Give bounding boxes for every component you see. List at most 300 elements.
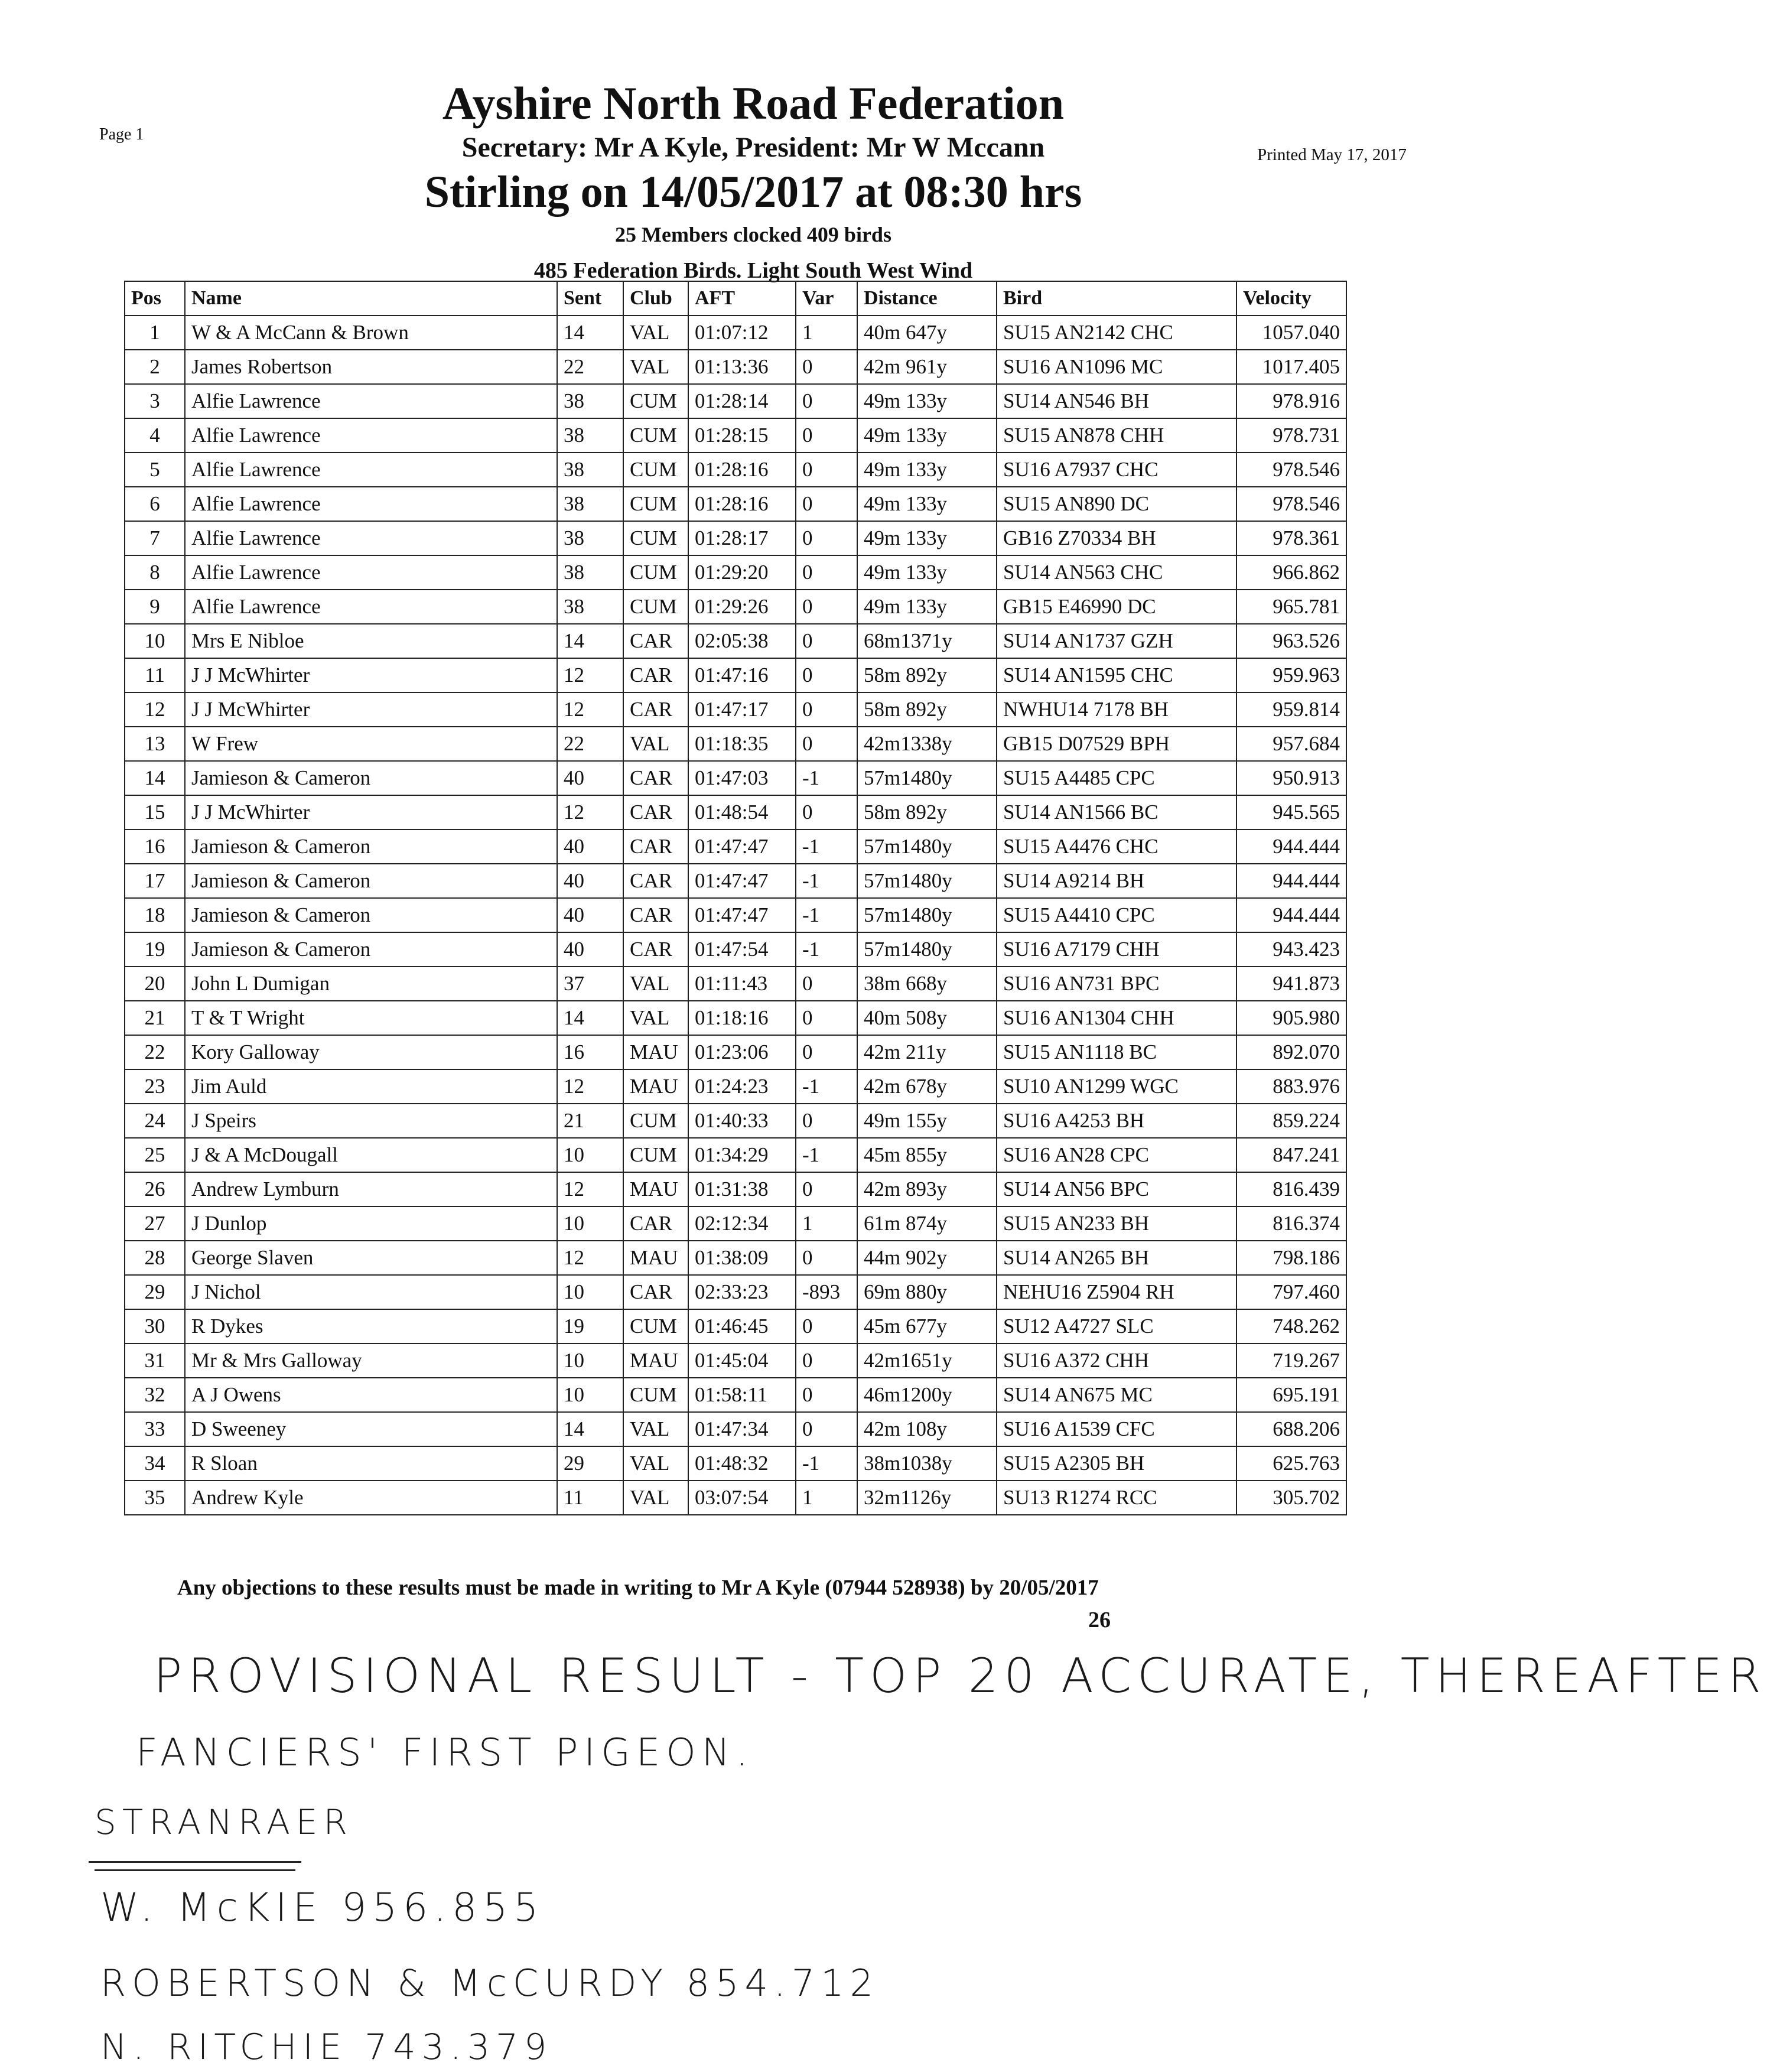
cell-bird: SU13 R1274 RCC	[997, 1481, 1236, 1515]
cell-velocity: 1017.405	[1236, 350, 1346, 384]
cell-name: Mrs E Nibloe	[185, 624, 557, 658]
cell-distance: 42m1338y	[857, 727, 997, 761]
cell-aft: 01:18:16	[688, 1001, 796, 1035]
cell-pos: 3	[125, 384, 185, 418]
cell-var: 0	[796, 1344, 857, 1378]
cell-bird: SU16 A4253 BH	[997, 1104, 1236, 1138]
column-header-var: Var	[796, 281, 857, 315]
cell-distance: 32m1126y	[857, 1481, 997, 1515]
column-header-aft: AFT	[688, 281, 796, 315]
cell-bird: GB15 E46990 DC	[997, 590, 1236, 624]
cell-club: CAR	[623, 864, 688, 898]
cell-distance: 49m 155y	[857, 1104, 997, 1138]
cell-var: -1	[796, 932, 857, 967]
cell-var: 0	[796, 555, 857, 590]
cell-distance: 38m1038y	[857, 1446, 997, 1481]
cell-sent: 38	[557, 384, 623, 418]
table-row	[125, 1275, 1346, 1309]
cell-velocity: 944.444	[1236, 830, 1346, 864]
cell-aft: 01:38:09	[688, 1241, 796, 1275]
cell-pos: 13	[125, 727, 185, 761]
cell-distance: 57m1480y	[857, 898, 997, 932]
cell-name: John L Dumigan	[185, 967, 557, 1001]
cell-aft: 01:24:23	[688, 1069, 796, 1104]
cell-club: CUM	[623, 1104, 688, 1138]
cell-var: -1	[796, 864, 857, 898]
cell-pos: 26	[125, 1172, 185, 1206]
cell-bird: SU16 AN28 CPC	[997, 1138, 1236, 1172]
cell-sent: 12	[557, 795, 623, 830]
cell-distance: 69m 880y	[857, 1275, 997, 1309]
cell-pos: 27	[125, 1206, 185, 1241]
cell-distance: 40m 647y	[857, 315, 997, 350]
cell-pos: 20	[125, 967, 185, 1001]
cell-bird: SU12 A4727 SLC	[997, 1309, 1236, 1344]
cell-pos: 9	[125, 590, 185, 624]
cell-name: Andrew Kyle	[185, 1481, 557, 1515]
cell-distance: 44m 902y	[857, 1241, 997, 1275]
cell-var: 0	[796, 350, 857, 384]
cell-var: 0	[796, 384, 857, 418]
cell-velocity: 945.565	[1236, 795, 1346, 830]
table-row	[125, 624, 1346, 658]
race-heading: Stirling on 14/05/2017 at 08:30 hrs	[424, 167, 1082, 217]
cell-distance: 45m 677y	[857, 1309, 997, 1344]
cell-aft: 01:47:47	[688, 830, 796, 864]
cell-club: CAR	[623, 795, 688, 830]
cell-sent: 38	[557, 487, 623, 521]
cell-distance: 58m 892y	[857, 658, 997, 692]
table-row	[125, 555, 1346, 590]
cell-club: VAL	[623, 727, 688, 761]
cell-pos: 28	[125, 1241, 185, 1275]
cell-name: Alfie Lawrence	[185, 555, 557, 590]
cell-bird: SU16 A1539 CFC	[997, 1412, 1236, 1446]
cell-bird: SU14 AN56 BPC	[997, 1172, 1236, 1206]
cell-bird: SU16 A7179 CHH	[997, 932, 1236, 967]
cell-bird: SU15 AN2142 CHC	[997, 315, 1236, 350]
cell-bird: GB16 Z70334 BH	[997, 521, 1236, 555]
cell-sent: 38	[557, 418, 623, 453]
table-row	[125, 1001, 1346, 1035]
cell-bird: SU14 AN1566 BC	[997, 795, 1236, 830]
printed-date: Printed May 17, 2017	[1257, 145, 1407, 164]
cell-pos: 24	[125, 1104, 185, 1138]
cell-var: 0	[796, 590, 857, 624]
cell-club: MAU	[623, 1035, 688, 1069]
cell-var: -1	[796, 898, 857, 932]
cell-sent: 21	[557, 1104, 623, 1138]
cell-pos: 29	[125, 1275, 185, 1309]
cell-aft: 01:47:17	[688, 692, 796, 727]
cell-name: A J Owens	[185, 1378, 557, 1412]
cell-velocity: 883.976	[1236, 1069, 1346, 1104]
cell-name: Jim Auld	[185, 1069, 557, 1104]
cell-pos: 22	[125, 1035, 185, 1069]
cell-sent: 10	[557, 1378, 623, 1412]
cell-name: Kory Galloway	[185, 1035, 557, 1069]
cell-aft: 01:31:38	[688, 1172, 796, 1206]
cell-bird: GB15 D07529 BPH	[997, 727, 1236, 761]
cell-var: 1	[796, 1206, 857, 1241]
table-row	[125, 384, 1346, 418]
cell-distance: 46m1200y	[857, 1378, 997, 1412]
cell-distance: 42m1651y	[857, 1344, 997, 1378]
table-row	[125, 692, 1346, 727]
cell-club: CAR	[623, 898, 688, 932]
cell-aft: 02:05:38	[688, 624, 796, 658]
cell-pos: 8	[125, 555, 185, 590]
cell-bird: SU15 A4476 CHC	[997, 830, 1236, 864]
cell-sent: 10	[557, 1138, 623, 1172]
cell-distance: 42m 108y	[857, 1412, 997, 1446]
cell-pos: 1	[125, 315, 185, 350]
cell-bird: SU16 A372 CHH	[997, 1344, 1236, 1378]
cell-name: Alfie Lawrence	[185, 521, 557, 555]
cell-club: VAL	[623, 350, 688, 384]
cell-name: T & T Wright	[185, 1001, 557, 1035]
cell-bird: SU14 AN265 BH	[997, 1241, 1236, 1275]
cell-distance: 49m 133y	[857, 555, 997, 590]
table-row	[125, 590, 1346, 624]
cell-club: VAL	[623, 1481, 688, 1515]
cell-aft: 01:48:32	[688, 1446, 796, 1481]
cell-club: MAU	[623, 1172, 688, 1206]
cell-pos: 12	[125, 692, 185, 727]
objection-date-correction: 26	[1088, 1608, 1111, 1632]
cell-velocity: 978.546	[1236, 487, 1346, 521]
cell-bird: SU15 A2305 BH	[997, 1446, 1236, 1481]
cell-velocity: 978.546	[1236, 453, 1346, 487]
table-row	[125, 1309, 1346, 1344]
column-header-pos: Pos	[125, 281, 185, 315]
cell-club: CAR	[623, 1275, 688, 1309]
table-row	[125, 1481, 1346, 1515]
cell-bird: SU16 AN1096 MC	[997, 350, 1236, 384]
officers-line: Secretary: Mr A Kyle, President: Mr W Mccann	[461, 132, 1045, 163]
cell-name: J Nichol	[185, 1275, 557, 1309]
cell-sent: 12	[557, 658, 623, 692]
cell-sent: 14	[557, 315, 623, 350]
column-header-velocity: Velocity	[1236, 281, 1346, 315]
table-row	[125, 1412, 1346, 1446]
cell-sent: 37	[557, 967, 623, 1001]
cell-distance: 49m 133y	[857, 521, 997, 555]
cell-distance: 57m1480y	[857, 864, 997, 898]
cell-velocity: 959.814	[1236, 692, 1346, 727]
cell-aft: 01:29:26	[688, 590, 796, 624]
table-row	[125, 932, 1346, 967]
cell-velocity: 944.444	[1236, 864, 1346, 898]
cell-velocity: 957.684	[1236, 727, 1346, 761]
table-row	[125, 453, 1346, 487]
cell-name: Alfie Lawrence	[185, 590, 557, 624]
cell-sent: 16	[557, 1035, 623, 1069]
cell-name: J Dunlop	[185, 1206, 557, 1241]
cell-sent: 14	[557, 624, 623, 658]
cell-sent: 40	[557, 761, 623, 795]
cell-pos: 17	[125, 864, 185, 898]
cell-var: 0	[796, 1035, 857, 1069]
cell-aft: 01:48:54	[688, 795, 796, 830]
cell-aft: 01:47:54	[688, 932, 796, 967]
cell-bird: SU16 A7937 CHC	[997, 453, 1236, 487]
table-row	[125, 1069, 1346, 1104]
cell-sent: 40	[557, 864, 623, 898]
cell-velocity: 978.731	[1236, 418, 1346, 453]
cell-bird: SU15 AN233 BH	[997, 1206, 1236, 1241]
cell-pos: 30	[125, 1309, 185, 1344]
cell-var: 0	[796, 624, 857, 658]
clocked-summary: 25 Members clocked 409 birds	[615, 223, 891, 246]
table-row	[125, 967, 1346, 1001]
cell-velocity: 966.862	[1236, 555, 1346, 590]
cell-var: 0	[796, 487, 857, 521]
cell-aft: 01:58:11	[688, 1378, 796, 1412]
handwritten-note-line: PROVISIONAL RESULT - TOP 20 ACCURATE, THEREAFTER	[154, 1648, 1767, 1703]
cell-aft: 01:28:15	[688, 418, 796, 453]
cell-aft: 01:28:17	[688, 521, 796, 555]
cell-pos: 33	[125, 1412, 185, 1446]
cell-distance: 40m 508y	[857, 1001, 997, 1035]
cell-name: J J McWhirter	[185, 692, 557, 727]
handwritten-note-line: FANCIERS' FIRST PIGEON.	[136, 1731, 754, 1775]
cell-club: VAL	[623, 1412, 688, 1446]
table-row	[125, 830, 1346, 864]
cell-club: CAR	[623, 624, 688, 658]
cell-bird: SU14 AN1595 CHC	[997, 658, 1236, 692]
cell-sent: 19	[557, 1309, 623, 1344]
cell-sent: 40	[557, 898, 623, 932]
underline	[95, 1869, 295, 1871]
cell-aft: 01:11:43	[688, 967, 796, 1001]
cell-name: W Frew	[185, 727, 557, 761]
cell-sent: 14	[557, 1001, 623, 1035]
cell-club: CUM	[623, 1309, 688, 1344]
cell-name: James Robertson	[185, 350, 557, 384]
table-row	[125, 658, 1346, 692]
table-row	[125, 315, 1346, 350]
cell-club: MAU	[623, 1241, 688, 1275]
cell-velocity: 305.702	[1236, 1481, 1346, 1515]
cell-sent: 10	[557, 1206, 623, 1241]
cell-velocity: 797.460	[1236, 1275, 1346, 1309]
cell-distance: 42m 678y	[857, 1069, 997, 1104]
cell-club: CUM	[623, 384, 688, 418]
cell-name: Alfie Lawrence	[185, 384, 557, 418]
cell-var: 0	[796, 795, 857, 830]
cell-club: MAU	[623, 1344, 688, 1378]
cell-var: 0	[796, 1309, 857, 1344]
cell-velocity: 950.913	[1236, 761, 1346, 795]
cell-bird: SU10 AN1299 WGC	[997, 1069, 1236, 1104]
cell-club: CAR	[623, 830, 688, 864]
table-row	[125, 1104, 1346, 1138]
table-row	[125, 1446, 1346, 1481]
cell-club: VAL	[623, 1001, 688, 1035]
cell-name: J J McWhirter	[185, 795, 557, 830]
cell-bird: NWHU14 7178 BH	[997, 692, 1236, 727]
cell-velocity: 859.224	[1236, 1104, 1346, 1138]
cell-name: Alfie Lawrence	[185, 453, 557, 487]
cell-var: 0	[796, 1104, 857, 1138]
cell-velocity: 798.186	[1236, 1241, 1346, 1275]
cell-name: Alfie Lawrence	[185, 487, 557, 521]
cell-club: CUM	[623, 555, 688, 590]
cell-aft: 01:47:03	[688, 761, 796, 795]
cell-pos: 7	[125, 521, 185, 555]
cell-distance: 58m 892y	[857, 692, 997, 727]
cell-aft: 01:47:34	[688, 1412, 796, 1446]
cell-distance: 57m1480y	[857, 830, 997, 864]
cell-club: MAU	[623, 1069, 688, 1104]
cell-velocity: 963.526	[1236, 624, 1346, 658]
cell-name: Jamieson & Cameron	[185, 864, 557, 898]
table-row	[125, 1241, 1346, 1275]
column-header-name: Name	[185, 281, 557, 315]
column-header-club: Club	[623, 281, 688, 315]
cell-var: 0	[796, 1412, 857, 1446]
cell-velocity: 688.206	[1236, 1412, 1346, 1446]
cell-club: CAR	[623, 658, 688, 692]
cell-bird: SU14 AN546 BH	[997, 384, 1236, 418]
cell-bird: SU14 AN563 CHC	[997, 555, 1236, 590]
cell-distance: 49m 133y	[857, 487, 997, 521]
table-row	[125, 898, 1346, 932]
table-row	[125, 1138, 1346, 1172]
cell-aft: 01:47:47	[688, 898, 796, 932]
cell-sent: 12	[557, 1241, 623, 1275]
cell-pos: 10	[125, 624, 185, 658]
cell-pos: 4	[125, 418, 185, 453]
cell-distance: 49m 133y	[857, 384, 997, 418]
cell-distance: 57m1480y	[857, 761, 997, 795]
cell-distance: 61m 874y	[857, 1206, 997, 1241]
cell-sent: 10	[557, 1275, 623, 1309]
cell-name: Mr & Mrs Galloway	[185, 1344, 557, 1378]
cell-club: CUM	[623, 487, 688, 521]
cell-sent: 38	[557, 521, 623, 555]
cell-club: CAR	[623, 1206, 688, 1241]
cell-pos: 11	[125, 658, 185, 692]
cell-sent: 38	[557, 555, 623, 590]
cell-club: CUM	[623, 590, 688, 624]
cell-aft: 01:13:36	[688, 350, 796, 384]
cell-aft: 01:28:14	[688, 384, 796, 418]
cell-pos: 32	[125, 1378, 185, 1412]
table-row	[125, 1172, 1346, 1206]
cell-name: Jamieson & Cameron	[185, 761, 557, 795]
birds-wind-line: 485 Federation Birds. Light South West Wind	[533, 258, 973, 283]
cell-aft: 01:40:33	[688, 1104, 796, 1138]
cell-pos: 19	[125, 932, 185, 967]
cell-aft: 01:47:16	[688, 658, 796, 692]
cell-pos: 25	[125, 1138, 185, 1172]
cell-velocity: 941.873	[1236, 967, 1346, 1001]
cell-aft: 01:46:45	[688, 1309, 796, 1344]
cell-club: CUM	[623, 1138, 688, 1172]
cell-sent: 22	[557, 350, 623, 384]
cell-bird: SU15 AN878 CHH	[997, 418, 1236, 453]
cell-velocity: 978.361	[1236, 521, 1346, 555]
column-header-bird: Bird	[997, 281, 1236, 315]
cell-velocity: 943.423	[1236, 932, 1346, 967]
cell-distance: 49m 133y	[857, 590, 997, 624]
cell-distance: 68m1371y	[857, 624, 997, 658]
cell-velocity: 944.444	[1236, 898, 1346, 932]
cell-velocity: 965.781	[1236, 590, 1346, 624]
handwritten-result-line: W. McKIE 956.855	[100, 1885, 545, 1930]
table-row	[125, 1035, 1346, 1069]
cell-pos: 15	[125, 795, 185, 830]
table-row	[125, 727, 1346, 761]
cell-aft: 01:47:47	[688, 864, 796, 898]
cell-name: Jamieson & Cameron	[185, 932, 557, 967]
cell-name: Jamieson & Cameron	[185, 898, 557, 932]
cell-pos: 34	[125, 1446, 185, 1481]
cell-pos: 6	[125, 487, 185, 521]
cell-velocity: 748.262	[1236, 1309, 1346, 1344]
cell-velocity: 1057.040	[1236, 315, 1346, 350]
cell-velocity: 978.916	[1236, 384, 1346, 418]
cell-club: CUM	[623, 521, 688, 555]
cell-club: CUM	[623, 453, 688, 487]
cell-distance: 45m 855y	[857, 1138, 997, 1172]
table-row	[125, 864, 1346, 898]
cell-sent: 40	[557, 830, 623, 864]
table-row	[125, 487, 1346, 521]
cell-name: J Speirs	[185, 1104, 557, 1138]
cell-var: 0	[796, 1172, 857, 1206]
cell-velocity: 695.191	[1236, 1378, 1346, 1412]
cell-distance: 42m 893y	[857, 1172, 997, 1206]
cell-var: 0	[796, 418, 857, 453]
cell-var: -1	[796, 1069, 857, 1104]
underline	[89, 1861, 301, 1863]
cell-name: R Dykes	[185, 1309, 557, 1344]
results-table	[124, 281, 1347, 1515]
table-row	[125, 418, 1346, 453]
cell-sent: 11	[557, 1481, 623, 1515]
handwritten-result-line: ROBERTSON & McCURDY 854.712	[100, 1962, 880, 2005]
cell-aft: 01:28:16	[688, 487, 796, 521]
cell-var: 0	[796, 1241, 857, 1275]
cell-distance: 58m 892y	[857, 795, 997, 830]
cell-aft: 02:12:34	[688, 1206, 796, 1241]
cell-name: Jamieson & Cameron	[185, 830, 557, 864]
cell-pos: 35	[125, 1481, 185, 1515]
cell-pos: 21	[125, 1001, 185, 1035]
handwritten-club-heading: STRANRAER	[95, 1802, 353, 1842]
page-label: Page 1	[99, 125, 144, 144]
cell-velocity: 959.963	[1236, 658, 1346, 692]
cell-name: R Sloan	[185, 1446, 557, 1481]
cell-var: 0	[796, 1378, 857, 1412]
cell-velocity: 847.241	[1236, 1138, 1346, 1172]
cell-sent: 22	[557, 727, 623, 761]
cell-sent: 12	[557, 692, 623, 727]
cell-aft: 01:45:04	[688, 1344, 796, 1378]
cell-sent: 12	[557, 1172, 623, 1206]
cell-distance: 42m 211y	[857, 1035, 997, 1069]
cell-velocity: 719.267	[1236, 1344, 1346, 1378]
cell-sent: 29	[557, 1446, 623, 1481]
cell-club: CAR	[623, 761, 688, 795]
cell-var: 0	[796, 692, 857, 727]
cell-aft: 01:29:20	[688, 555, 796, 590]
column-header-sent: Sent	[557, 281, 623, 315]
cell-var: -1	[796, 1446, 857, 1481]
